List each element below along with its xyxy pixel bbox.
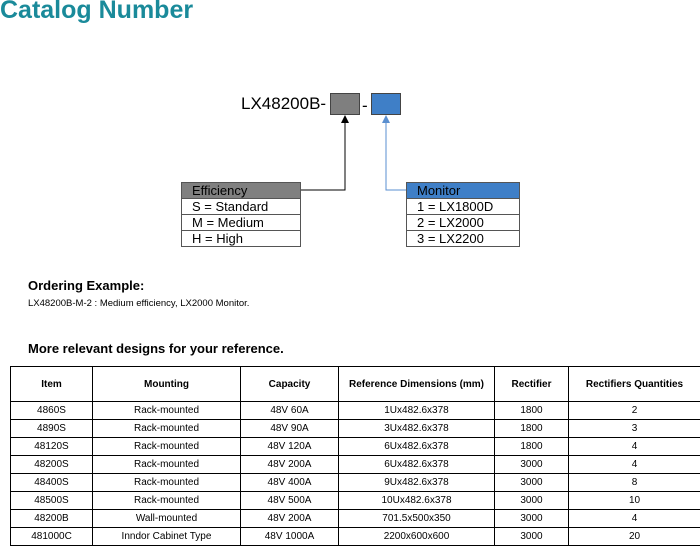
cell-quantity: 20 (569, 528, 700, 546)
cell-mounting: Rack-mounted (93, 474, 241, 492)
efficiency-connector (301, 119, 345, 190)
cell-dimensions: 9Ux482.6x378 (339, 474, 495, 492)
cell-rectifier: 3000 (495, 528, 569, 546)
cell-mounting: Rack-mounted (93, 456, 241, 474)
cell-quantity: 4 (569, 510, 700, 528)
cell-capacity: 48V 120A (241, 438, 339, 456)
table-row (11, 474, 700, 492)
cell-quantity: 4 (569, 438, 700, 456)
cell-mounting: Rack-mounted (93, 420, 241, 438)
efficiency-option: M = Medium (182, 215, 301, 231)
table-row (11, 510, 700, 528)
column-header-dimensions: Reference Dimensions (mm) (339, 367, 495, 402)
cell-item: 48200S (11, 456, 93, 474)
efficiency-options-table (181, 182, 301, 247)
monitor-option: 1 = LX1800D (407, 199, 520, 215)
monitor-header: Monitor (407, 183, 520, 199)
table-row (11, 438, 700, 456)
cell-item: 4860S (11, 402, 93, 420)
cell-quantity: 3 (569, 420, 700, 438)
column-header-item: Item (11, 367, 93, 402)
cell-rectifier: 1800 (495, 438, 569, 456)
cell-item: 48120S (11, 438, 93, 456)
cell-quantity: 4 (569, 456, 700, 474)
cell-item: 481000C (11, 528, 93, 546)
table-row (11, 402, 700, 420)
cell-item: 48400S (11, 474, 93, 492)
table-row (11, 492, 700, 510)
designs-table (10, 366, 700, 546)
cell-dimensions: 2200x600x600 (339, 528, 495, 546)
column-header-quantities: Rectifiers Quantities (569, 367, 700, 402)
cell-dimensions: 10Ux482.6x378 (339, 492, 495, 510)
cell-rectifier: 3000 (495, 456, 569, 474)
cell-capacity: 48V 500A (241, 492, 339, 510)
cell-dimensions: 6Ux482.6x378 (339, 456, 495, 474)
table-row (11, 528, 700, 546)
cell-item: 4890S (11, 420, 93, 438)
cell-rectifier: 1800 (495, 420, 569, 438)
column-header-mounting: Mounting (93, 367, 241, 402)
cell-capacity: 48V 60A (241, 402, 339, 420)
cell-capacity: 48V 200A (241, 456, 339, 474)
cell-item: 48200B (11, 510, 93, 528)
cell-capacity: 48V 1000A (241, 528, 339, 546)
more-designs-title: More relevant designs for your reference. (28, 341, 284, 356)
page-title: Catalog Number (0, 0, 194, 24)
cell-rectifier: 3000 (495, 474, 569, 492)
cell-mounting: Inndor Cabinet Type (93, 528, 241, 546)
monitor-options-table (406, 182, 520, 247)
cell-capacity: 48V 90A (241, 420, 339, 438)
table-header-row (11, 367, 700, 402)
cell-rectifier: 1800 (495, 402, 569, 420)
monitor-connector (386, 119, 406, 190)
column-header-rectifier: Rectifier (495, 367, 569, 402)
ordering-example-title: Ordering Example: (28, 278, 145, 293)
monitor-option: 2 = LX2000 (407, 215, 520, 231)
cell-quantity: 10 (569, 492, 700, 510)
table-row (11, 420, 700, 438)
ordering-example-text: LX48200B-M-2 : Medium efficiency, LX2000 Monitor. (28, 298, 250, 309)
cell-mounting: Rack-mounted (93, 492, 241, 510)
cell-rectifier: 3000 (495, 510, 569, 528)
cell-dimensions: 6Ux482.6x378 (339, 438, 495, 456)
table-row (11, 456, 700, 474)
cell-item: 48500S (11, 492, 93, 510)
cell-mounting: Wall-mounted (93, 510, 241, 528)
cell-capacity: 48V 400A (241, 474, 339, 492)
monitor-option: 3 = LX2200 (407, 231, 520, 247)
cell-mounting: Rack-mounted (93, 402, 241, 420)
cell-dimensions: 701.5x500x350 (339, 510, 495, 528)
cell-capacity: 48V 200A (241, 510, 339, 528)
efficiency-option: H = High (182, 231, 301, 247)
cell-dimensions: 3Ux482.6x378 (339, 420, 495, 438)
catalog-code-dash: - (362, 96, 368, 115)
cell-quantity: 2 (569, 402, 700, 420)
efficiency-header: Efficiency (182, 183, 301, 199)
efficiency-option: S = Standard (182, 199, 301, 215)
cell-dimensions: 1Ux482.6x378 (339, 402, 495, 420)
cell-mounting: Rack-mounted (93, 438, 241, 456)
cell-quantity: 8 (569, 474, 700, 492)
column-header-capacity: Capacity (241, 367, 339, 402)
cell-rectifier: 3000 (495, 492, 569, 510)
catalog-code-prefix: LX48200B- (241, 94, 327, 113)
